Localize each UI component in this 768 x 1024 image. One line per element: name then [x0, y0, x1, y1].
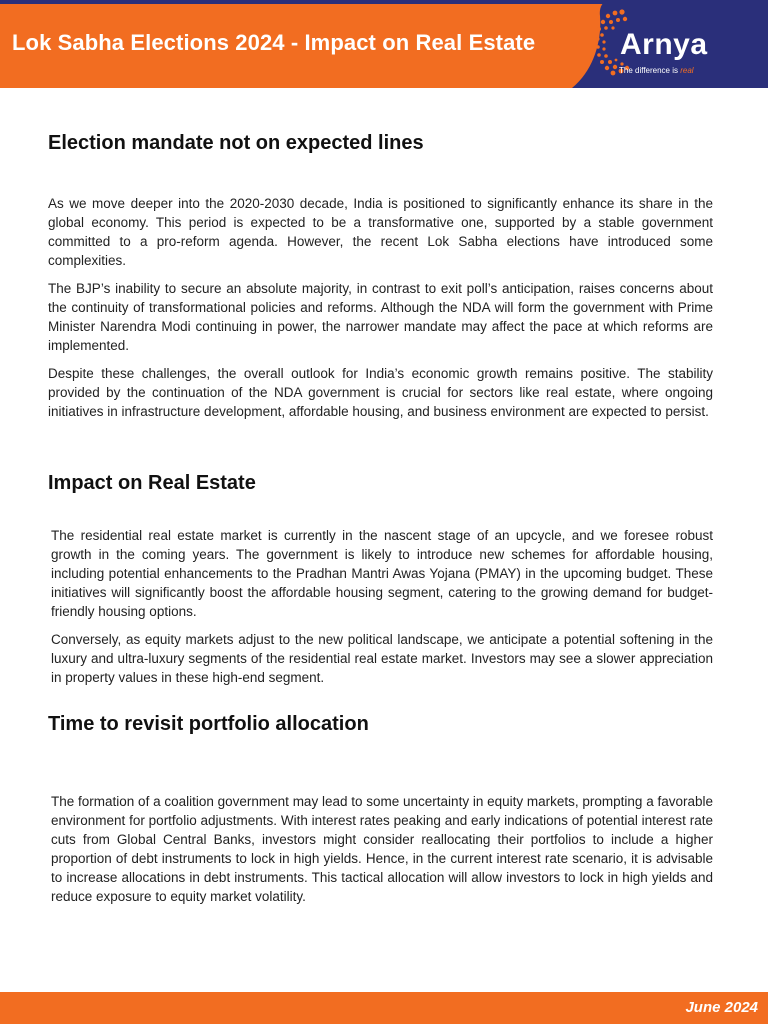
logo-tagline	[619, 66, 694, 75]
logo-tagline-prefix: The difference is	[619, 66, 678, 75]
page-header	[0, 0, 768, 88]
paragraph: Despite these challenges, the overall outlook for India’s economic growth remains positive. The stability provided by the continuation of the NDA government is crucial for sectors like real estate, where ongoing initiatives in infrastructure development, affordable housing, and business environment are expected to persist.	[48, 366, 713, 419]
paragraph: The formation of a coalition government may lead to some uncertainty in equity markets, prompting a favorable environment for portfolio adjustments. With interest rates peaking and early indications of potential interest rate cuts from Global Central Banks, investors might consider reallocating their portfolios to include a higher proportion of debt instruments to lock in high yields. Hence, in the current interest rate scenario, it is advisable to increase allocations in debt instruments. This tactical allocation will allow investors to lock in high yields and reduce exposure to equity market volatility.	[51, 794, 713, 904]
page-footer	[0, 992, 768, 1024]
paragraph: The residential real estate market is currently in the nascent stage of an upcycle, and we foresee robust growth in the coming years. The government is likely to introduce new schemes for affordable housing, including potential enhancements to the Pradhan Mantri Awas Yojana (PMAY) in the upcoming budget. These initiatives will significantly boost the affordable housing segment, catering to the growing demand for budget-friendly housing options.	[51, 528, 713, 619]
publication-date: June 2024	[685, 999, 758, 1016]
brand-logo-panel	[572, 0, 768, 88]
logo-wordmark: Arnya	[620, 28, 708, 61]
paragraph: The BJP’s inability to secure an absolute majority, in contrast to exit poll’s anticipation, raises concerns about the continuity of transformational policies and reforms. Although the NDA will form the government with Prime Minister Narendra Modi continuing in power, the narrower mandate may affect the pace at which reforms are implemented.	[48, 281, 713, 353]
section-heading-impact-on-real-estate: Impact on Real Estate	[48, 472, 256, 494]
paragraph: As we move deeper into the 2020-2030 decade, India is positioned to significantly enhance its share in the global economy. This period is expected to be a transformative one, supported by a stable government committed to a pro-reform agenda. However, the recent Lok Sabha elections have introduced some complexities.	[48, 196, 713, 268]
page-title: Lok Sabha Elections 2024 - Impact on Real Estate	[12, 30, 536, 55]
logo-tagline-accent: real	[680, 66, 694, 75]
section-heading-election-mandate: Election mandate not on expected lines	[48, 132, 424, 154]
paragraph: Conversely, as equity markets adjust to the new political landscape, we anticipate a potential softening in the luxury and ultra-luxury segments of the residential real estate market. Investors may see a slower appreciation in property values in these high-end segment.	[51, 632, 713, 685]
section-heading-portfolio-allocation: Time to revisit portfolio allocation	[48, 713, 369, 735]
